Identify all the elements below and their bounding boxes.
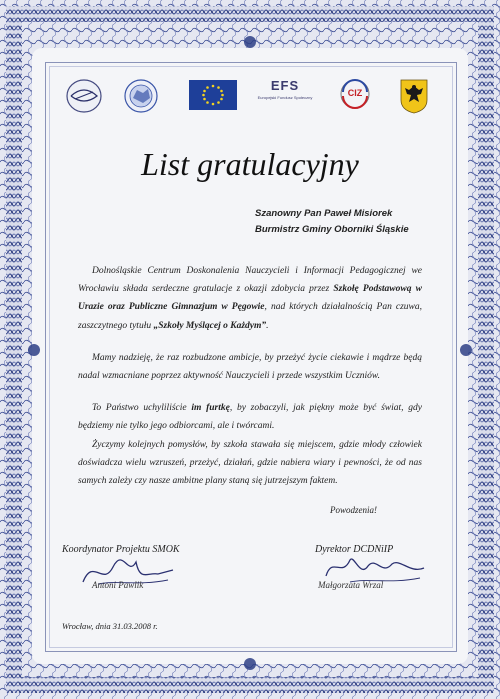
dcdniip-logo-icon: [121, 78, 161, 114]
school-names: Szkołę Podstawową w Urazie oraz Publiczne Gimnazjum w Pęgowie: [78, 284, 422, 313]
efs-label: EFS: [270, 78, 300, 93]
left-signer-name: Antoni Pawlik: [92, 580, 144, 590]
paragraph-congratulations: Dolnośląskie Centrum Doskonalenia Nauczycieli i Informacji Pedagogicznej we Wrocławiu składa serdeczne gratulacje z okazji zdobycia przez Szkołę Podstawową w Urazie oraz Publiczne Gimnazjum w Pęgowie, nad których działalnością Pan czuwa, zaszczytnego tytułu „Szkoły Myślącej o Każdym”.: [78, 266, 422, 331]
closing-line: Powodzenia!: [330, 505, 377, 515]
coat-of-arms-eagle-icon: [399, 78, 429, 114]
addressee-block: [255, 206, 455, 238]
issue-date: Wrocław, dnia 31.03.2008 r.: [62, 621, 158, 631]
right-signer-role: Dyrektor DCDNiIP: [315, 544, 394, 555]
eu-flag-icon: [189, 78, 237, 110]
paragraph-gate: To Państwo uchyliliście im furtkę, by zobaczyli, jak piękny może być świat, gdy będziemy nie tylko jego odbiorcami, ale i twórcami.: [78, 403, 422, 432]
document-title: List gratulacyjny: [141, 146, 359, 182]
left-signer-role: Koordynator Projektu SMOK: [62, 544, 180, 555]
paragraph-hope: Mamy nadzieję, że raz rozbudzone ambicje, by przeżyć życie ciekawie i mądrze będą nadal wzmacniane poprzez aktywność Nauczycieli i przede wszystkim Uczniów.: [78, 352, 422, 382]
award-title: „Szkoły Myślącej o Każdym”: [153, 320, 267, 331]
letter-body: [78, 262, 422, 504]
addressee-name: Szanowny Pan Paweł Misiorek: [255, 208, 393, 219]
efs-caption: Europejski Fundusz Społeczny: [257, 95, 313, 100]
paragraph-wishes: Życzymy kolejnych pomysłów, by szkoła stawała się miejscem, gdzie młody człowiek doświadcza wielu wzruszeń, przeżyć, działań, gdzie nabiera wiary i pewności, że od nas samych zależy czy nasze ambitne plany staną się jutrzejszym faktem.: [78, 439, 422, 487]
addressee-position: Burmistrz Gminy Oborniki Śląskie: [255, 224, 409, 235]
efs-logo: [255, 78, 315, 114]
right-signer-name: Małgorzata Wrzal: [318, 580, 384, 590]
ciz-label: CIZ: [347, 88, 363, 98]
logo-strip: [55, 78, 445, 114]
smok-logo-icon: [61, 78, 107, 114]
